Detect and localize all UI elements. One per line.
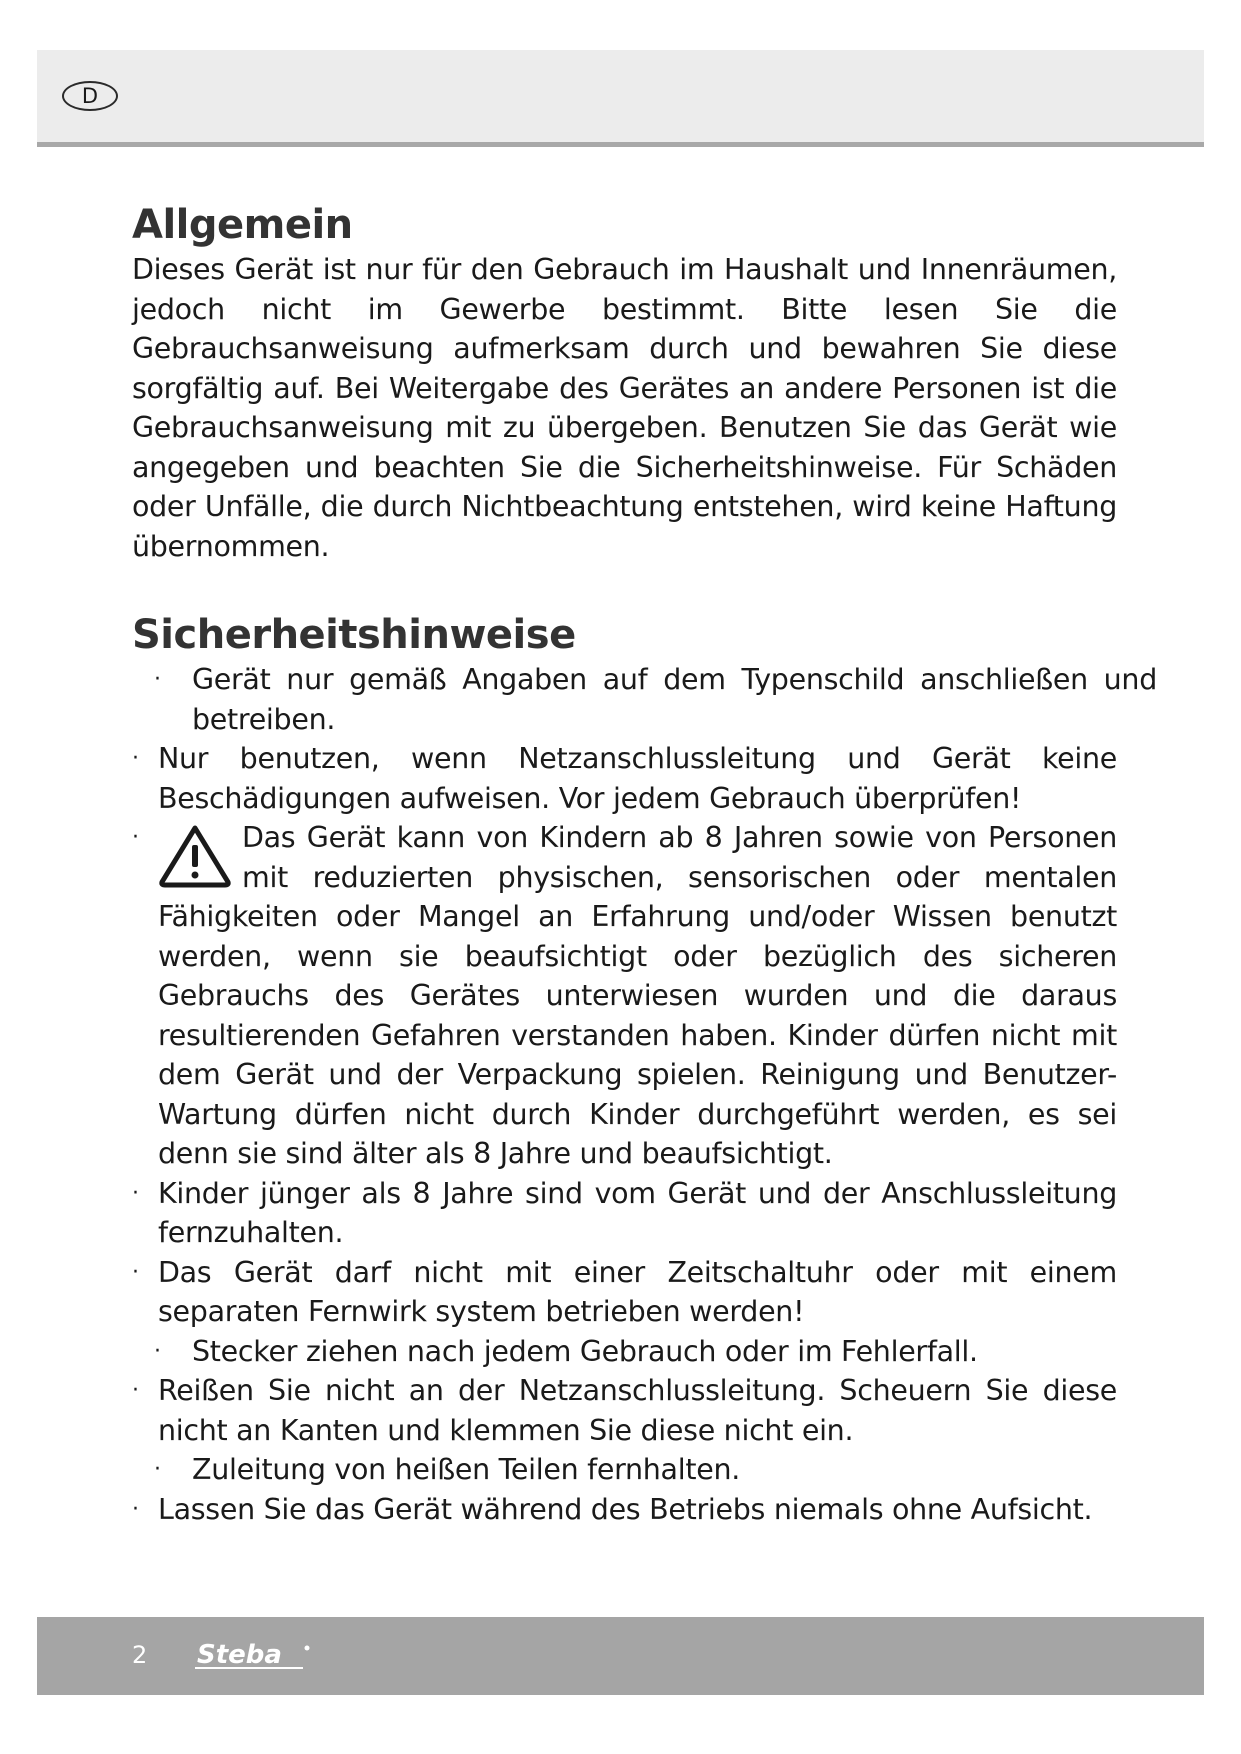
safety-item-warning	[132, 818, 1117, 1174]
bullet-dot: ·	[132, 1496, 139, 1522]
safety-item	[132, 1332, 1117, 1372]
bullet-dot: ·	[132, 746, 139, 771]
safety-item	[132, 1490, 1117, 1530]
section-title-safety: Sicherheitshinweise	[132, 612, 576, 658]
section-title-general: Allgemein	[132, 202, 353, 248]
safety-item	[132, 1371, 1117, 1450]
safety-item	[132, 1174, 1117, 1253]
safety-item-text: Gerät nur gemäß Angaben auf dem Typenschild anschließen und betreiben.	[192, 663, 1157, 736]
section-safety	[132, 610, 1157, 1529]
safety-list	[132, 660, 1157, 1529]
safety-item-text: Lassen Sie das Gerät während des Betriebs niemals ohne Aufsicht.	[158, 1492, 1093, 1526]
safety-item-text: Kinder jünger als 8 Jahre sind vom Gerät und der Anschlussleitung fernzuhalten.	[158, 1176, 1117, 1249]
section-general	[132, 200, 1132, 566]
page-header	[37, 50, 1204, 147]
safety-item	[132, 660, 1157, 739]
general-paragraph: Dieses Gerät ist nur für den Gebrauch im Haushalt und Innenräumen, jedoch nicht im Gewerbe bestimmt. Bitte lesen Sie die Gebrauchsanweisung aufmerksam durch und bewahren Sie diese sorgfältig auf. Bei Weitergabe des Gerätes an andere Personen ist die Gebrauchsanweisung mit zu übergeben. Benutzen Sie das Gerät wie angegeben und beachten Sie die Sicherheitshinweise. Für Schäden oder Unfälle, die durch Nichtbeachtung entstehen, wird keine Haftung übernommen.	[132, 253, 1117, 563]
bullet-dot: ·	[132, 1180, 139, 1206]
brand-name: Steba	[197, 1640, 282, 1670]
bullet-dot: ·	[154, 667, 161, 692]
safety-item-text: Zuleitung von heißen Teilen fernhalten.	[192, 1453, 740, 1486]
safety-item-text: Das Gerät darf nicht mit einer Zeitschaltuhr oder mit einem separaten Fernwirk system betrieben werden!	[158, 1255, 1117, 1328]
page-footer	[37, 1617, 1204, 1695]
safety-item	[132, 1450, 1117, 1490]
steba-logo	[195, 1639, 315, 1677]
safety-item	[132, 739, 1117, 818]
safety-item	[132, 1253, 1117, 1332]
safety-item-text: Nur benutzen, wenn Netzanschlussleitung und Gerät keine Beschädigungen aufweisen. Vor jedem Gebrauch überprüfen!	[158, 742, 1117, 815]
warning-triangle-icon	[158, 822, 236, 890]
safety-item-text: Stecker ziehen nach jedem Gebrauch oder im Fehlerfall.	[192, 1334, 978, 1368]
page-number: 2	[132, 1641, 148, 1669]
page-content	[132, 200, 1157, 1529]
bullet-dot: ·	[132, 1378, 139, 1403]
safety-item-text: Das Gerät kann von Kindern ab 8 Jahren sowie von Personen mit reduzierten physischen, sensorischen oder mentalen Fähigkeiten oder Mangel an Erfahrung und/oder Wissen benutzt werden, wenn sie beaufsichtigt oder bezüglich des sicheren Gebrauchs des Gerätes unterwiesen wurden und die daraus resultierenden Gefahren verstanden haben. Kinder dürfen nicht mit dem Gerät und der Verpackung spielen. Reinigung und Benutzer-Wartung dürfen nicht durch Kinder durchgeführt werden, es sei denn sie sind älter als 8 Jahre und beaufsichtigt.	[158, 821, 1117, 1170]
bullet-dot: ·	[132, 1259, 139, 1285]
bullet-dot: ·	[132, 825, 139, 850]
language-badge: D	[62, 81, 118, 111]
bullet-dot: ·	[154, 1338, 161, 1364]
bullet-dot: ·	[154, 1457, 161, 1482]
safety-item-text: Reißen Sie nicht an der Netzanschlussleitung. Scheuern Sie diese nicht an Kanten und klemmen Sie diese nicht ein.	[158, 1374, 1117, 1447]
